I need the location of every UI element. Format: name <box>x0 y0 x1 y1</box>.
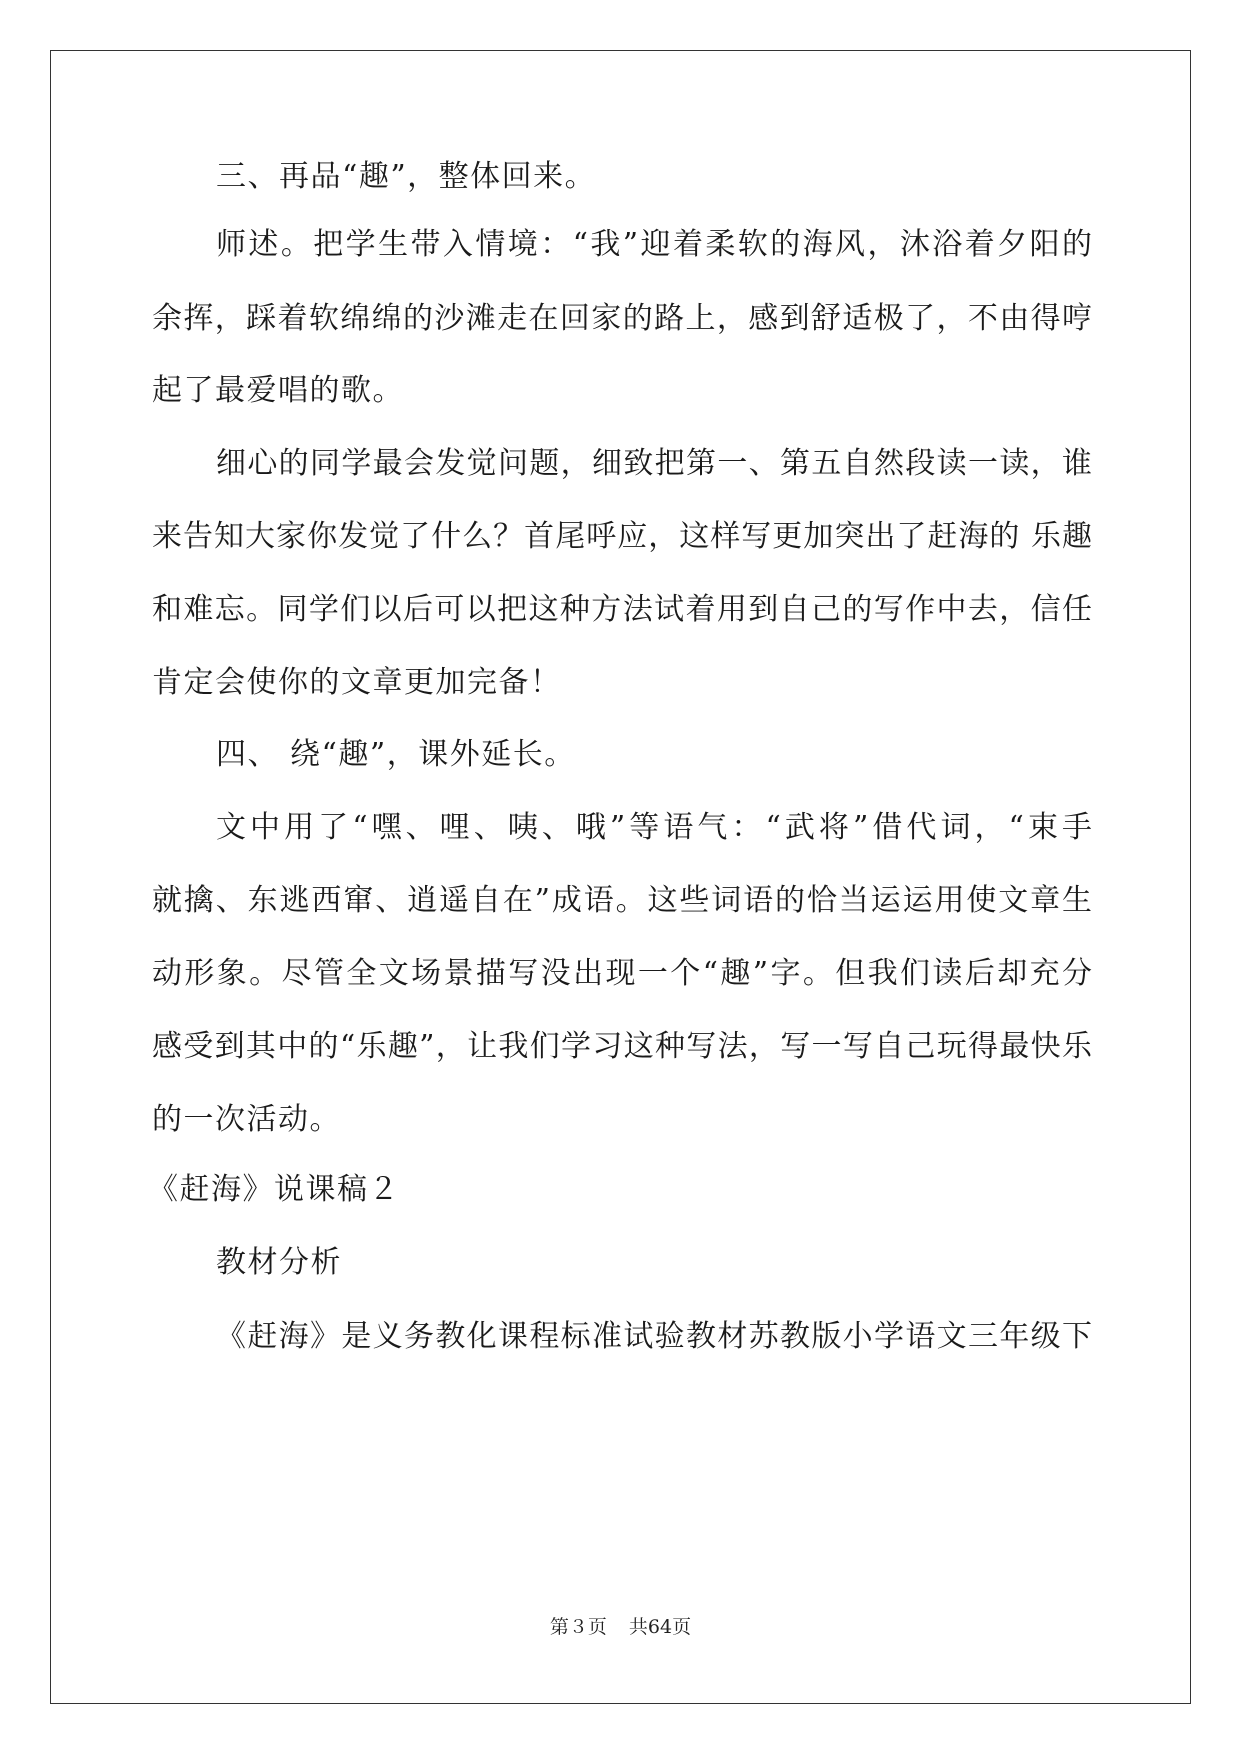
paragraph-line: 就擒、东逃西窜、逍遥自在”成语。这些词语的恰当运运用使文章生 <box>152 883 1092 918</box>
paragraph-line: 和难忘。同学们以后可以把这种方法试着用到自己的写作中去，信任 <box>152 592 1092 627</box>
paragraph-line: 感受到其中的“乐趣”，让我们学习这种写法，写一写自己玩得最快乐 <box>152 1029 1092 1064</box>
paragraph-line: 文中用了“嘿、哩、咦、哦”等语气：“武将”借代词，“束手 <box>216 810 1092 845</box>
paragraph-line: 《赶海》是义务教化课程标准试验教材苏教版小学语文三年级下 <box>216 1319 1092 1354</box>
page-total: 共64页 <box>628 1616 692 1638</box>
paragraph-line: 师述。把学生带入情境：“我”迎着柔软的海风，沐浴着夕阳的 <box>216 227 1092 262</box>
paragraph-line: 细心的同学最会发觉问题，细致把第一、第五自然段读一读，谁 <box>216 446 1092 481</box>
heading-section-3: 三、再品“趣”，整体回来。 <box>216 159 597 194</box>
page-number: 第３页 <box>549 1616 607 1638</box>
paragraph-line: 余挥，踩着软绵绵的沙滩走在回家的路上，感到舒适极了，不由得哼 <box>152 301 1092 336</box>
heading-section-4: 四、 绕“趣”，课外延长。 <box>216 737 576 772</box>
document-title: 《赶海》说课稿２ <box>148 1172 400 1207</box>
paragraph-line: 起了最爱唱的歌。 <box>152 373 404 408</box>
page-footer <box>0 1612 1241 1639</box>
paragraph-line: 来告知大家你发觉了什么？首尾呼应，这样写更加突出了赶海的 乐趣 <box>152 519 1092 554</box>
paragraph-line: 的一次活动。 <box>152 1102 341 1137</box>
subheading-teaching-material: 教材分析 <box>216 1245 342 1280</box>
paragraph-line: 动形象。尽管全文场景描写没出现一个“趣”字。但我们读后却充分 <box>152 956 1092 991</box>
paragraph-line: 肯定会使你的文章更加完备！ <box>152 665 562 700</box>
